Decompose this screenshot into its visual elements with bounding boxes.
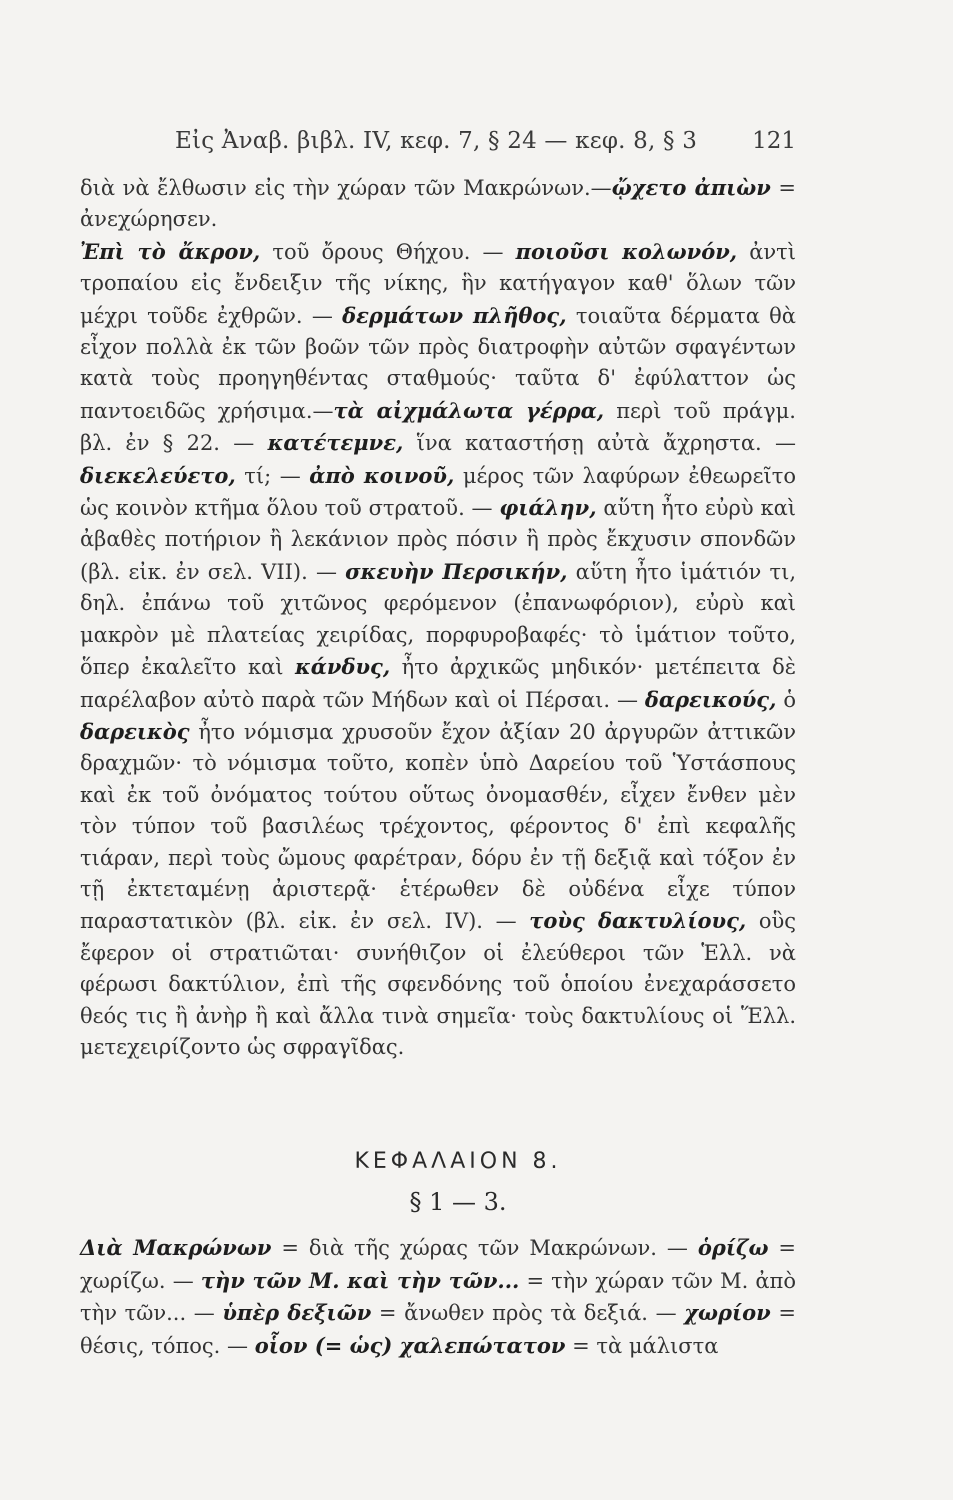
lemma: δερμάτων πλῆθος, xyxy=(342,302,567,328)
text-run: = ἀνεχώρησεν. xyxy=(80,176,797,232)
commentary-text xyxy=(80,172,796,1063)
lemma: κατέτεμνε, xyxy=(267,430,404,456)
text-run: ἵνα καταστήσῃ αὐτὰ ἄχρηστα. — xyxy=(403,431,796,456)
lemma: ᾤχετο ἀπιὼν xyxy=(611,175,771,200)
lemma: οἷον (= ὡς) χαλεπώτατον xyxy=(254,1332,566,1358)
lemma: χωρίον xyxy=(684,1300,771,1326)
text-run: = τὰ μάλιστα xyxy=(565,1333,719,1358)
text-run: = διὰ τῆς χώρας τῶν Μακρώνων. — xyxy=(271,1236,698,1261)
header-title: Εἰς Ἀναβ. βιβλ. IV, κεφ. 7, § 24 — κεφ. 8, § 3 xyxy=(175,128,698,154)
text-run: ἦτο νόμισμα χρυσοῦν ἔχον ἀξίαν 20 ἀργυρῶν ἀττικῶν δραχμῶν· τὸ νόμισμα τοῦτο, κοπὲν ὑπὸ Δαρείου τοῦ Ὑστάσπους καὶ ἐκ τοῦ ὀνόματος τούτου οὕτως ὀνομασθέν, εἶχεν ἔνθεν μὲν τὸν τύπον τοῦ βασιλέως τρέχοντος, φέροντος δ' ἐπὶ κεφαλῆς τιάραν, περὶ τοὺς ὤμους φαρέτραν, δόρυ ἐν τῇ δεξιᾷ καὶ τόξον ἐν τῇ ἐκτεταμένῃ ἀριστερᾷ· ἑτέρωθεν δὲ οὐδένα εἶχε τύπον παραστατικὸν (βλ. εἰκ. ἐν σελ. IV). — xyxy=(80,719,796,934)
text-run: αὕτη ἦτο εὐρὺ καὶ ἀβαθὲς ποτήριον ἢ λεκάνιον πρὸς πόσιν ἢ πρὸς ἔκχυσιν σπονδῶν (βλ. εἰκ. ἐν σελ. VII). — xyxy=(80,496,797,584)
lemma: τὴν τῶν Μ. καὶ τὴν τῶν... xyxy=(200,1267,520,1293)
text-run: = ἄνωθεν πρὸς τὰ δεξιά. — xyxy=(371,1301,685,1326)
lemma: διεκελεύετο, xyxy=(80,462,236,488)
chapter-title: ΚΕΦΑΛΑΙΟΝ 8. xyxy=(354,1149,562,1175)
text-run: = θέσις, τόπος. — xyxy=(80,1301,796,1358)
lemma: κάνδυς, xyxy=(295,654,391,680)
text-run: διὰ νὰ ἔλθωσιν εἰς τὴν χώραν τῶν Μακρώνων.— xyxy=(80,176,612,200)
lemma: Διὰ Μακρώνων xyxy=(80,1235,272,1261)
text-run: ὁ xyxy=(776,687,796,712)
lemma: τὰ αἰχμάλωτα γέρρα, xyxy=(333,397,605,423)
paragraph xyxy=(80,172,796,236)
lemma: σκευὴν Περσικήν, xyxy=(345,558,568,584)
paragraph xyxy=(80,1232,796,1362)
lemma: τοὺς δακτυλίους, xyxy=(529,908,747,934)
section-range: § 1 — 3. xyxy=(409,1188,507,1217)
text-run: αὕτη ἦτο ἱμάτιόν τι, δηλ. ἐπάνω τοῦ χιτῶνος φερόμενον (ἐπανωφόριον), εὐρὺ καὶ μακρὸν μὲ πλατείας χειρίδας, πορφυροβαφές· τὸ ἱμάτιον τοῦτο, ὅπερ ἐκαλεῖτο καὶ xyxy=(80,559,796,680)
text-run: τί; — xyxy=(235,463,310,488)
text-run: οὓς ἔφερον οἱ στρατιῶται· συνήθιζον οἱ ἐλεύθεροι τῶν Ἑλλ. νὰ φέρωσι δακτύλιον, ἐπὶ τῆς σφενδόνης τοῦ ὁποίου ἐνεχαράσσετο θεός τις ἢ ἀνὴρ ἢ καὶ ἄλλα τινὰ σημεῖα· τοὺς δακτυλίους οἱ Ἕλλ. μετεχειρίζοντο ὡς σφραγῖδας. xyxy=(80,909,796,1059)
lemma: ὁρίζω xyxy=(697,1235,769,1261)
running-header xyxy=(80,112,796,152)
lemma: ἀπὸ κοινοῦ, xyxy=(309,462,455,488)
text-run: μέρος τῶν λαφύρων ἐθεωρεῖτο ὡς κοινὸν κτῆμα ὅλου τοῦ στρατοῦ. — xyxy=(80,463,797,521)
page-number: 121 xyxy=(752,128,796,154)
lemma: δαρεικούς, xyxy=(644,686,777,712)
lemma: δαρεικὸς xyxy=(80,718,190,744)
book-page xyxy=(80,112,796,1362)
chapter-commentary xyxy=(80,1232,796,1362)
text-run: τοιαῦτα δέρματα θὰ εἶχον πολλὰ ἐκ τῶν βοῶν τῶν πρὸς διατροφὴν αὐτῶν σφαγέντων κατὰ τοὺς προηγηθέντας σταθμούς· ταῦτα δ' ἐφύλαττον ὡς παντοειδῶς χρήσιμα.— xyxy=(80,303,796,423)
text-run: τοῦ ὄρους Θήχου. — xyxy=(260,239,516,264)
text-run: ἦτο ἀρχικῶς μηδικόν· μετέπειτα δὲ παρέλαβον αὐτὸ παρὰ τῶν Μήδων καὶ οἱ Πέρσαι. — xyxy=(80,655,796,712)
lemma: ὑπὲρ δεξιῶν xyxy=(222,1300,372,1326)
text-run: περὶ τοῦ πράγμ. βλ. ἐν § 22. — xyxy=(80,398,796,456)
lemma: φιάλην, xyxy=(499,495,597,521)
text-run: ἀντὶ τροπαίου εἰς ἔνδειξιν τῆς νίκης, ἣν κατήγαγον καθ' ὅλων τῶν μέχρι τοῦδε ἐχθρῶν. — xyxy=(80,239,797,328)
text-run: = τὴν χώραν τῶν Μ. ἀπὸ τὴν τῶν... — xyxy=(80,1268,796,1326)
paragraph xyxy=(80,236,796,1064)
lemma: Ἐπὶ τὸ ἄκρον, xyxy=(80,238,261,264)
text-run: = χωρίζω. — xyxy=(80,1236,796,1293)
lemma: ποιοῦσι κολωνόν, xyxy=(515,238,738,264)
